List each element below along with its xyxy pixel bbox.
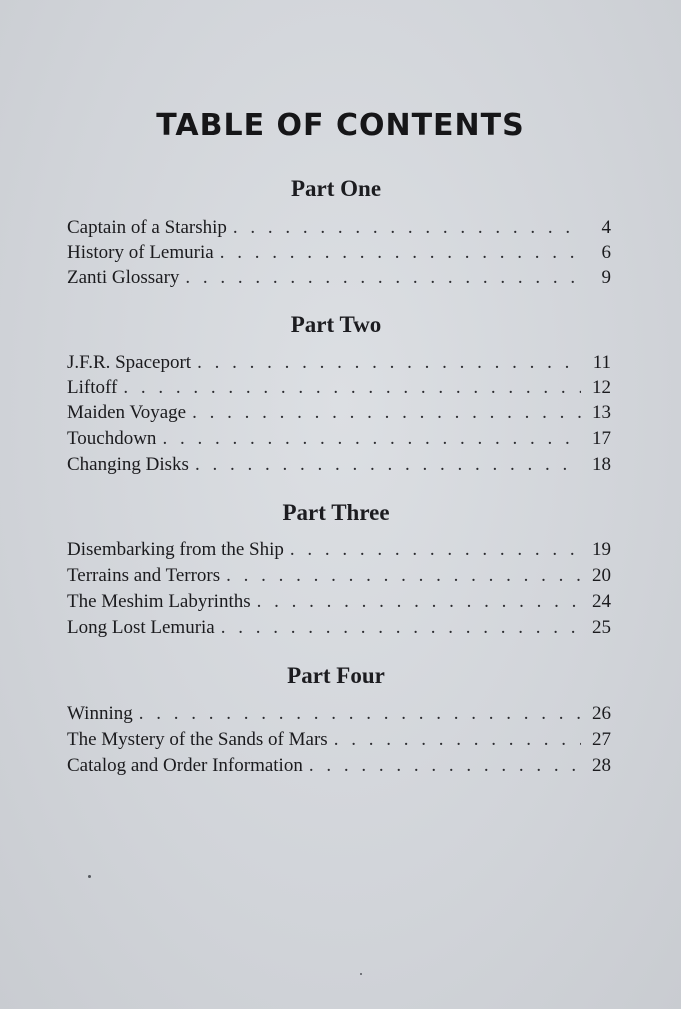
- toc-entry-label: Touchdown: [67, 428, 157, 449]
- toc-entry-label: Liftoff: [67, 377, 118, 398]
- toc-entry-page: 25: [592, 617, 611, 638]
- toc-entry-label: Disembarking from the Ship: [67, 539, 284, 560]
- dot-leader: [290, 537, 581, 563]
- toc-entry-label: The Meshim Labyrinths: [67, 591, 251, 612]
- toc-entry-page: 11: [592, 352, 611, 373]
- toc-entry-label: Terrains and Terrors: [67, 565, 221, 586]
- part-heading: Part Two: [290, 312, 382, 337]
- toc-entry-label: Long Lost Lemuria: [67, 617, 215, 638]
- toc-entry: [67, 727, 611, 753]
- toc-entry: [67, 589, 611, 615]
- toc-entry: [67, 265, 611, 291]
- toc-entry: [67, 426, 611, 452]
- dot-leader: [123, 375, 581, 401]
- toc-entry-page: 19: [592, 539, 611, 560]
- dot-leader: [197, 350, 581, 376]
- toc-entry: [67, 240, 611, 266]
- dot-leader: [226, 563, 581, 589]
- toc-entry: [67, 215, 611, 241]
- dot-leader: [309, 753, 581, 779]
- toc-entry-label: Captain of a Starship: [67, 217, 227, 238]
- toc-entry-page: 4: [601, 217, 611, 238]
- dot-leader: [334, 727, 581, 753]
- toc-entry: [67, 375, 611, 401]
- dot-leader: [139, 701, 581, 727]
- part-heading: Part One: [290, 176, 382, 201]
- toc-entry-page: 26: [592, 703, 611, 724]
- dot-leader: [257, 589, 581, 615]
- toc-entry: [67, 753, 611, 779]
- toc-entry-page: 6: [601, 242, 611, 263]
- dot-leader: [233, 215, 581, 241]
- dot-leader: [162, 426, 581, 452]
- toc-entry-label: History of Lemuria: [67, 242, 214, 263]
- toc-entry-label: Zanti Glossary: [67, 267, 180, 288]
- toc-entry-label: J.F.R. Spaceport: [67, 352, 192, 373]
- toc-entry-page: 28: [592, 755, 611, 776]
- toc-entry: [67, 350, 611, 376]
- part-heading: Part Three: [282, 500, 390, 525]
- dot-leader: [195, 452, 581, 478]
- paper-speck: [360, 973, 362, 975]
- toc-entry-page: 13: [592, 402, 611, 423]
- toc-entry-page: 9: [601, 267, 611, 288]
- toc-entry: [67, 537, 611, 563]
- toc-entry: [67, 400, 611, 426]
- toc-entry-page: 17: [592, 428, 611, 449]
- dot-leader: [185, 265, 581, 291]
- toc-entry-label: Maiden Voyage: [67, 402, 187, 423]
- toc-entry: [67, 452, 611, 478]
- toc-entry-label: The Mystery of the Sands of Mars: [67, 729, 328, 750]
- toc-entry-page: 20: [592, 565, 611, 586]
- page-title: TABLE OF CONTENTS: [156, 108, 525, 143]
- toc-entry-page: 12: [592, 377, 611, 398]
- toc-entry-label: Changing Disks: [67, 454, 189, 475]
- toc-entry-page: 24: [592, 591, 611, 612]
- toc-entry: [67, 615, 611, 641]
- dot-leader: [220, 240, 581, 266]
- dot-leader: [221, 615, 581, 641]
- toc-entry: [67, 701, 611, 727]
- part-heading: Part Four: [287, 663, 385, 688]
- toc-entry-label: Catalog and Order Information: [67, 755, 303, 776]
- toc-entry-page: 27: [592, 729, 611, 750]
- toc-entry-label: Winning: [67, 703, 133, 724]
- toc-entry: [67, 563, 611, 589]
- paper-speck: [88, 875, 91, 878]
- dot-leader: [192, 400, 581, 426]
- toc-entry-page: 18: [592, 454, 611, 475]
